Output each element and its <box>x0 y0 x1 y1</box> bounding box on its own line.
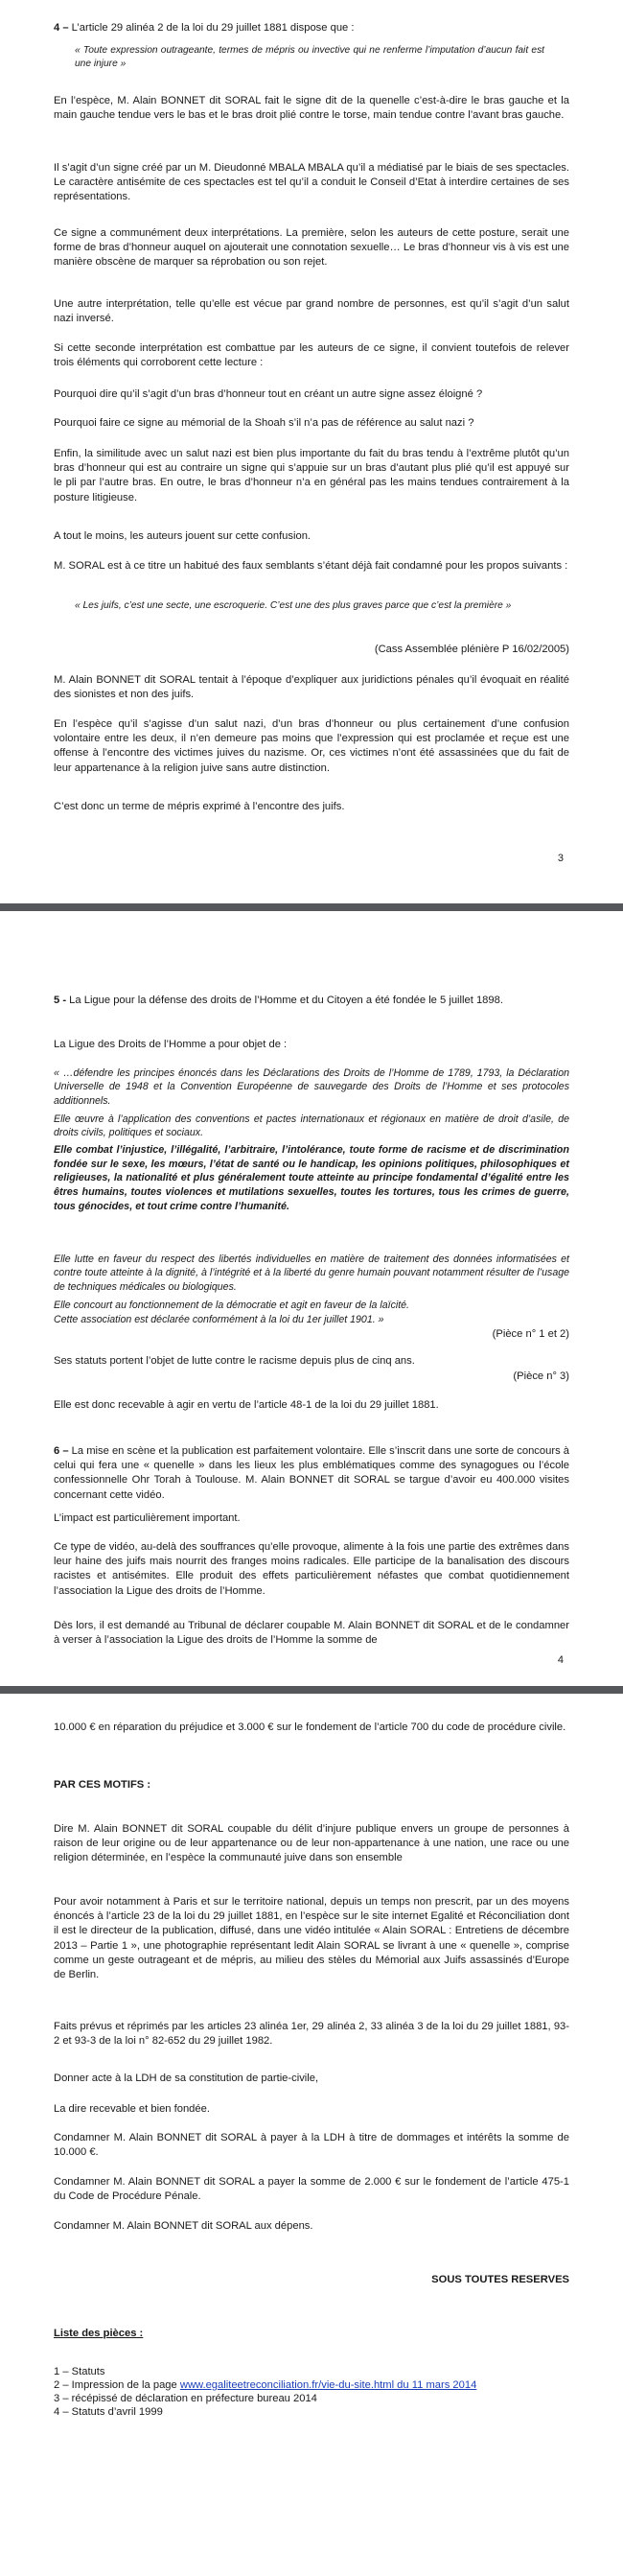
paragraph-combattue: Si cette seconde interprétation est combattue par les auteurs de ce signe, il convient toutefois de relever trois éléments qui corroborent cette lecture : <box>54 342 569 369</box>
page-separator <box>0 1686 623 1694</box>
item-4-intro: 4 – L’article 29 alinéa 2 de la loi du 29 juillet 1881 dispose que : <box>54 22 355 34</box>
quote-article-29: « Toute expression outrageante, termes de mépris ou invective qui ne renferme l’imputation d’aucun fait est une injure » <box>75 45 544 69</box>
quote-juifs: « Les juifs, c’est une secte, une escroquerie. C’est une des plus graves parce que c’est la première » <box>75 600 512 611</box>
item-6: 6 – La mise en scène et la publication est parfaitement volontaire. Elle s’inscrit dans une sorte de concours à celui qui fera une « quenelle » dans les lieux les plus emblématiques comme des synagogues ou l’école confessionnelle Ohr Torah à Toulouse. M. Alain BONNET dit SORAL se targue d’avoir eu 400.000 visites concernant cette vidéo. <box>54 1445 569 1501</box>
question-2: Pourquoi faire ce signe au mémorial de la Shoah s’il n’a pas de référence au salut nazi ? <box>54 417 474 429</box>
page-number: 3 <box>557 853 564 864</box>
item-4-number: 4 – <box>54 22 72 34</box>
condamner-dommages: Condamner M. Alain BONNET dit SORAL à payer à la LDH à titre de dommages et intérêts la somme de 10.000 €. <box>54 2132 569 2159</box>
paragraph-espece: En l’espèce, M. Alain BONNET dit SORAL fait le signe dit de la quenelle c’est-à-dire le bras gauche et la main gauche tendue vers le bas et le bras droit plié contre le torse, main tendue contre l’avant bras gauche. <box>54 95 569 122</box>
la-dire: La dire recevable et bien fondée. <box>54 2103 210 2115</box>
condamner-depens: Condamner M. Alain BONNET dit SORAL aux dépens. <box>54 2220 313 2232</box>
liste-pieces-title: Liste des pièces : <box>54 2328 144 2339</box>
piece-list-item-2: 2 – Impression de la page www.egaliteetreconciliation.fr/vie-du-site.html du 11 mars 2014 <box>54 2379 477 2391</box>
document-page-4 <box>0 911 623 1686</box>
par-ces-motifs-heading: PAR CES MOTIFS : <box>54 1779 151 1791</box>
type-video: Ce type de vidéo, au-delà des souffrances qu’elle provoque, alimente à la fois une partie des extrêmes dans leur haine des juifs mais nourrit des franges moins radicales. Elle participe de la banalisation des discours racistes et antisémites. Elle produit des effets particulièrement néfastes que combat quotidiennement l’association la Ligue des droits de l’Homme. <box>54 1541 569 1597</box>
page-number: 4 <box>557 1654 564 1666</box>
recevable: Elle est donc recevable à agir en vertu de l’article 48-1 de la loi du 29 juillet 1881. <box>54 1399 439 1411</box>
piece-3: (Pièce n° 3) <box>513 1370 569 1382</box>
pour-avoir: Pour avoir notamment à Paris et sur le territoire national, depuis un temps non prescrit, par un des moyens énoncés à l’article 23 de la loi du 29 juillet 1881, en l’espèce sur le site internet Egalité et Réconciliation dont il est le directeur de la publication, diffusé, dans une vidéo intitulée « Alain SORAL : Entretiens de décembre 2013 – Partie 1 », une photographie représentant ledit Alain SORAL se livrant à une « quenelle », comprise comme un geste outrageant et de mépris, au milieu des stèles du Mémorial aux Juifs assassinés d’Europe de Berlin. <box>54 1896 569 1981</box>
paragraph-espece-2: En l’espèce qu’il s’agisse d’un salut nazi, d’un bras d’honneur ou plus certainement d’une confusion volontaire entre les deux, il n’en demeure pas moins que l’expression qui est proclamée et reçue est une offense à l’encontre des victimes juives du nazisme. Or, ces victimes n’ont été assassinées que du fait de leur appartenance à la religion juive sans autre distinction. <box>54 718 569 774</box>
sous-toutes-reserves: SOUS TOUTES RESERVES <box>431 2274 569 2285</box>
egalite-reconciliation-link[interactable]: www.egaliteetreconciliation.fr/vie-du-site.html du 11 mars 2014 <box>179 2379 477 2391</box>
document-page-5 <box>0 1694 623 2576</box>
des-lors: Dès lors, il est demandé au Tribunal de déclarer coupable M. Alain BONNET dit SORAL et de le condamner à verser à l’association la Ligue des droits de l’Homme la somme de <box>54 1620 569 1647</box>
page-separator <box>0 903 623 911</box>
item-6-number: 6 – <box>54 1445 72 1457</box>
piece-1-2: (Pièce n° 1 et 2) <box>492 1328 569 1340</box>
faits-prevus: Faits prévus et réprimés par les articles 23 alinéa 1er, 29 alinéa 2, 33 alinéa 3 de la loi du 29 juillet 1881, 93-2 et 93-3 de la loi n° 82-652 du 29 juillet 1982. <box>54 2021 569 2048</box>
document-page-3 <box>0 0 623 903</box>
paragraph-auteurs-jouent: A tout le moins, les auteurs jouent sur cette confusion. <box>54 530 312 542</box>
objet-declarations: « …défendre les principes énoncés dans les Déclarations des Droits de l’Homme de 1789, 1793, la Déclaration Universelle de 1948 et la Convention Européenne de sauvegarde des Droits de l’Homme et ses protocoles additionnels. <box>54 1067 569 1107</box>
objet-conventions: Elle œuvre à l’application des conventions et pactes internationaux et régionaux en matière de droit d’asile, de droits civils, politiques et sociaux. <box>54 1113 569 1139</box>
donner-acte: Donner acte à la LDH de sa constitution de partie-civile, <box>54 2073 319 2084</box>
continuation-amount: 10.000 € en réparation du préjudice et 3.000 € sur le fondement de l’article 700 du code de procédure civile. <box>54 1721 566 1733</box>
paragraph-tentait: M. Alain BONNET dit SORAL tentait à l’époque d’expliquer aux juridictions pénales qu’il évoquait en réalité des sionistes et non des juifs. <box>54 674 569 701</box>
cassation-reference: (Cass Assemblée plénière P 16/02/2005) <box>374 644 569 655</box>
dire-coupable: Dire M. Alain BONNET dit SORAL coupable du délit d’injure publique envers un groupe de personnes à raison de leur origine ou de leur appartenance ou de leur non-appartenance à une nation, une race ou une religion déterminée, en l’espèce la communauté juive dans son ensemble <box>54 1823 569 1864</box>
statuts-objet: Ses statuts portent l’objet de lutte contre le racisme depuis plus de cinq ans. <box>54 1355 415 1367</box>
paragraph-autre-interpretation: Une autre interprétation, telle qu’elle est vécue par grand nombre de personnes, est qu’il s’agit d’un salut nazi inversé. <box>54 298 569 325</box>
objet-declaration-1901: Cette association est déclarée conformément à la loi du 1er juillet 1901. » <box>54 1314 384 1325</box>
question-1: Pourquoi dire qu’il s’agit d’un bras d’honneur tout en créant un autre signe assez éloigné ? <box>54 388 483 400</box>
condamner-475: Condamner M. Alain BONNET dit SORAL a payer la somme de 2.000 € sur le fondement de l’article 475-1 du Code de Procédure Pénale. <box>54 2176 569 2203</box>
item-5-number: 5 - <box>54 995 70 1006</box>
piece-list-item-3: 3 – récépissé de déclaration en préfecture bureau 2014 <box>54 2393 317 2404</box>
objet-combat: Elle combat l’injustice, l’illégalité, l’arbitraire, l’intolérance, toute forme de racisme et de discrimination fondée sur le sexe, les mœurs, l’état de santé ou le handicap, les opinions politiques, philosophiques et religieuses, la nationalité et plus généralement toute atteinte au principe fondamental d’égalité entre les êtres humains, toutes violences et mutilations sexuelles, toutes les tortures, tous les crimes de guerre, tous génocides, et tout crime contre l’humanité. <box>54 1144 569 1212</box>
piece-list-item-1: 1 – Statuts <box>54 2366 105 2377</box>
objet-democratie: Elle concourt au fonctionnement de la démocratie et agit en faveur de la laïcité. <box>54 1300 410 1311</box>
impact: L’impact est particulièrement important. <box>54 1512 241 1524</box>
paragraph-interpretations: Ce signe a communément deux interprétations. La première, selon les auteurs de cette posture, serait une forme de bras d’honneur auquel on ajouterait une connotation sexuelle… Le bras d’honneur vis à vis est une manière obscène de marquer sa réprobation ou son rejet. <box>54 227 569 269</box>
paragraph-signe-cree: Il s’agit d’un signe créé par un M. Dieudonné MBALA MBALA qu’il a médiatisé par le biais de ses spectacles. Le caractère antisémite de ces spectacles est tel qu’il a conduit le Conseil d’Etat à interdire certaines de ses représentations. <box>54 162 569 203</box>
paragraph-conclusion: C’est donc un terme de mépris exprimé à l’encontre des juifs. <box>54 801 345 812</box>
item-5: 5 - La Ligue pour la défense des droits de l’Homme et du Citoyen a été fondée le 5 juillet 1898. <box>54 995 503 1006</box>
ldh-objet-intro: La Ligue des Droits de l’Homme a pour objet de : <box>54 1039 288 1050</box>
objet-libertes: Elle lutte en faveur du respect des libertés individuelles en matière de traitement des données informatisées et contre toute atteinte à la dignité, à l’intégrité et à la liberté du genre humain pouvant notamment résulter de l’usage de techniques médicales ou biologiques. <box>54 1253 569 1293</box>
paragraph-habitue: M. SORAL est à ce titre un habitué des faux semblants s’étant déjà fait condamné pour les propos suivants : <box>54 560 568 572</box>
piece-list-item-4: 4 – Statuts d’avril 1999 <box>54 2406 163 2418</box>
paragraph-similitude: Enfin, la similitude avec un salut nazi est bien plus importante du fait du bras tendu à l’extrême plutôt qu’un bras d’honneur qui est au contraire un signe qui s’appuie sur un bras d’autant plus plié qu’il est appuyé sur le pli par l’autre bras. En outre, le bras d’honneur n’a en général pas les mains tendues contrairement à la posture litigieuse. <box>54 448 569 503</box>
